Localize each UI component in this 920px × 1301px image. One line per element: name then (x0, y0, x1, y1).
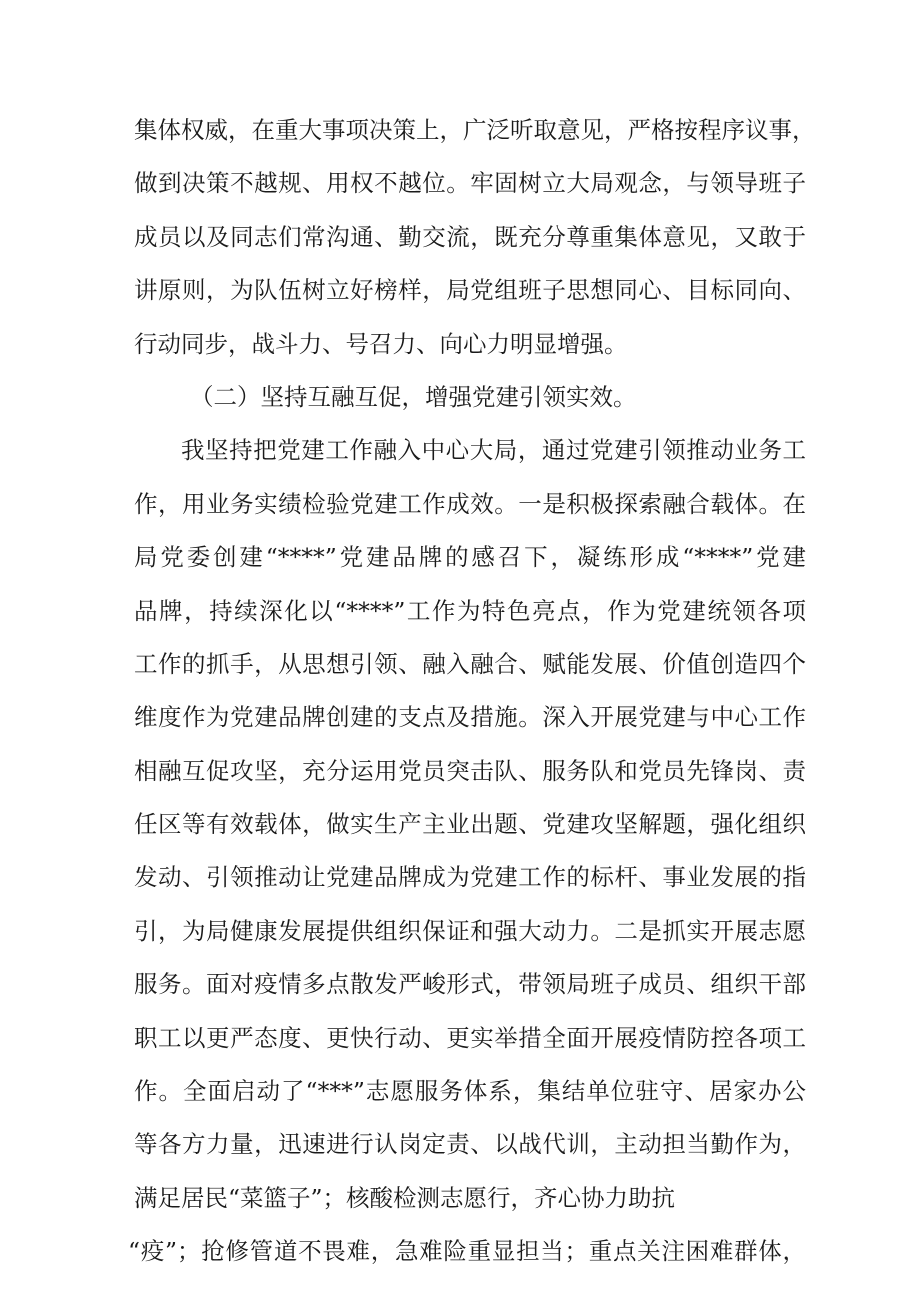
text-line: 工作的抓手，从思想引领、融入融合、赋能发展、价值创造四个 (134, 649, 806, 678)
text-line: 满足居民“菜篮子”；核酸检测志愿行，齐心协力助抗 (134, 1183, 676, 1212)
text-line: 任区等有效载体，做实生产主业出题、党建攻坚解题，强化组织 (134, 810, 806, 839)
text-line: 作。全面启动了“***”志愿服务体系，集结单位驻守、居家办公 (134, 1077, 806, 1106)
text-line: 服务。面对疫情多点散发严峻形式，带领局班子成员、组织干部 (134, 970, 806, 999)
text-line: 成员以及同志们常沟通、勤交流，既充分尊重集体意见，又敢于 (134, 222, 806, 251)
text-line: 发动、引领推动让党建品牌成为党建工作的标杆、事业发展的指 (134, 863, 806, 892)
text-line: 作，用业务实绩检验党建工作成效。一是积极探索融合载体。在 (134, 489, 806, 518)
text-line: 讲原则，为队伍树立好榜样，局党组班子思想同心、目标同向、 (134, 276, 806, 305)
text-line: 我坚持把党建工作融入中心大局，通过党建引领推动业务工 (181, 436, 806, 465)
text-line: 相融互促攻坚，充分运用党员突击队、服务队和党员先锋岗、责 (134, 756, 806, 785)
body-text (128, 104, 816, 1279)
text-line: 做到决策不越规、用权不越位。牢固树立大局观念，与领导班子 (134, 169, 806, 198)
text-line: 行动同步，战斗力、号召力、向心力明显增强。 (134, 329, 628, 358)
text-line: 引，为局健康发展提供组织保证和强大动力。二是抓实开展志愿 (134, 916, 806, 945)
text-line: 局党委创建“****”党建品牌的感召下，凝练形成“****”党建 (134, 543, 806, 572)
text-line: 维度作为党建品牌创建的支点及措施。深入开展党建与中心工作 (134, 703, 806, 732)
section-heading: （二）坚持互融互促，增强党建引领实效。 (190, 382, 637, 411)
text-line: 职工以更严态度、更快行动、更实举措全面开展疫情防控各项工 (134, 1023, 806, 1052)
text-line: 等各方力量，迅速进行认岗定责、以战代训，主动担当勤作为， (134, 1130, 806, 1159)
text-line: “疫”；抢修管道不畏难，急难险重显担当；重点关注困难群体， (128, 1237, 806, 1266)
text-line: 品牌，持续深化以“****”工作为特色亮点，作为党建统领各项 (134, 596, 806, 625)
text-line: 集体权威，在重大事项决策上，广泛听取意见，严格按程序议事， (134, 116, 816, 144)
